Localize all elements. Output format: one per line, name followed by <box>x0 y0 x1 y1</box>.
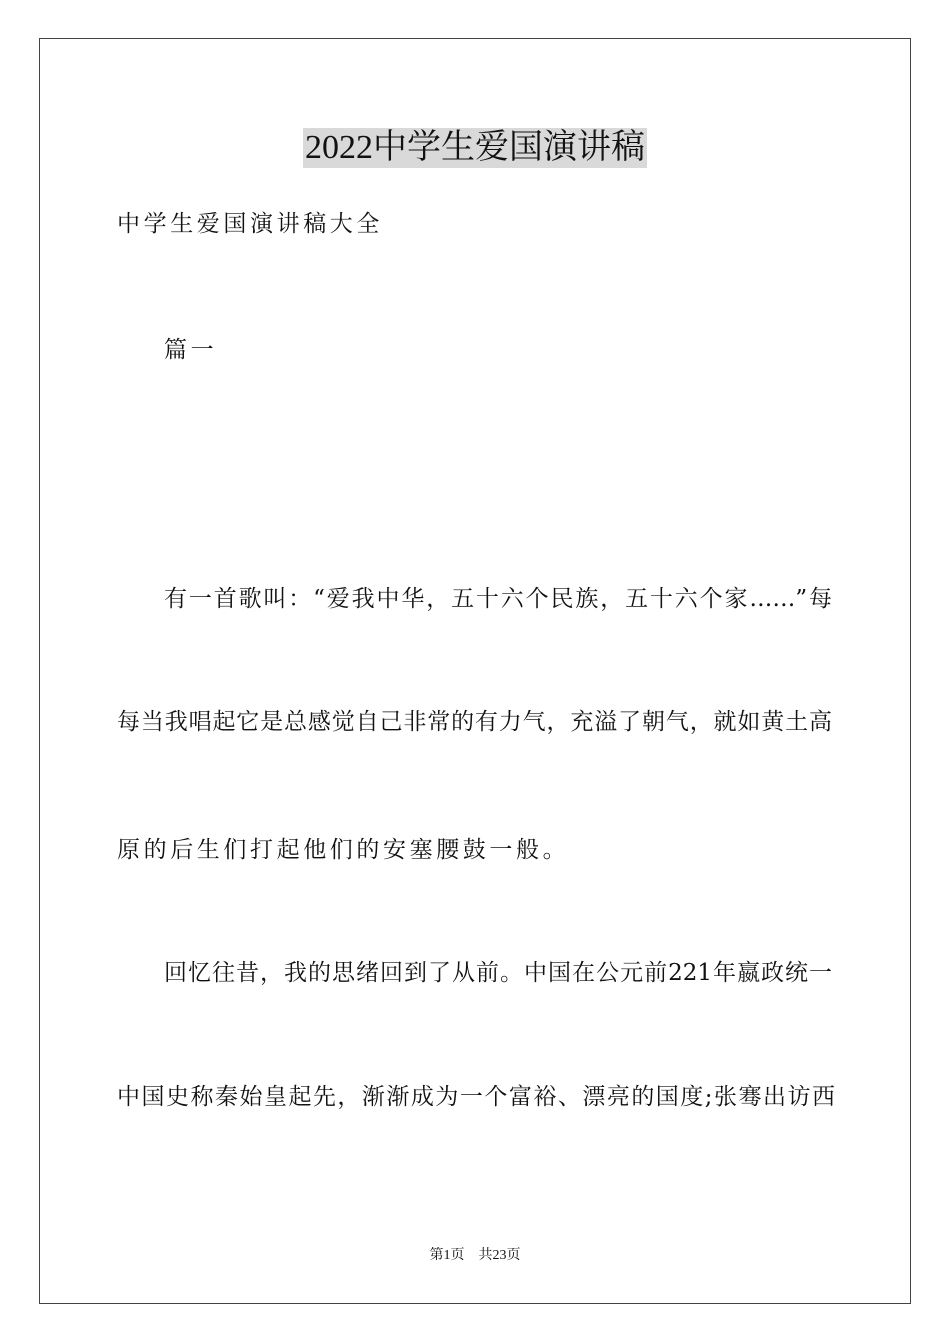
section-heading: 篇一 <box>164 337 218 363</box>
paragraph-line: 回忆往昔，我的思绪回到了从前。中国在公元前221年嬴政统一 <box>164 960 832 986</box>
page-footer <box>0 1246 950 1266</box>
paragraph-line: 中国史称秦始皇起先，渐渐成为一个富裕、漂亮的国度;张骞出访西 <box>117 1084 835 1110</box>
document-subtitle: 中学生爱国演讲稿大全 <box>117 211 383 237</box>
paragraph-line: 有一首歌叫：“爱我中华，五十六个民族，五十六个家……”每 <box>164 586 832 612</box>
page-total: 共23页 <box>478 1248 521 1263</box>
document-title: 2022中学生爱国演讲稿 <box>305 129 645 166</box>
paragraph-line: 原的后生们打起他们的安塞腰鼓一般。 <box>117 837 570 863</box>
title-container <box>0 128 950 168</box>
paragraph-line: 每当我唱起它是总感觉自己非常的有力气，充溢了朝气，就如黄土高 <box>117 709 832 735</box>
page-number: 第1页 <box>429 1248 465 1263</box>
